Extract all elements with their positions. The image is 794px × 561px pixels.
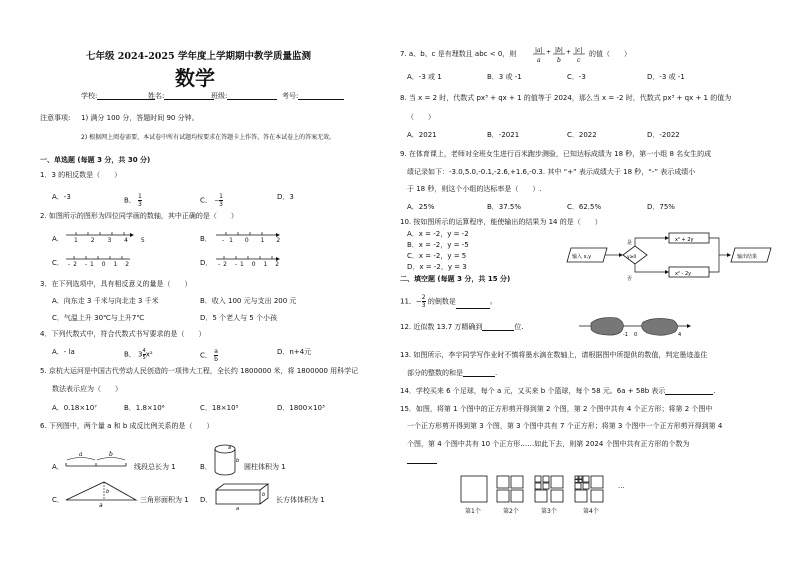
q7-option-d: D．-3 或 -1 (647, 73, 685, 81)
notes-label: 注意事项: (40, 114, 71, 122)
field-school: 学校: (81, 92, 155, 100)
section2-heading: 二、填空题 (每题 3 分，共 15 分) (400, 275, 511, 283)
q5-option-a: A．0.18×10⁷ (52, 404, 97, 412)
ink-number-line (577, 314, 693, 340)
q9-option-b: B．37.5% (487, 203, 522, 211)
axis-labels-a: 1 2 3 4 5 (74, 237, 151, 244)
q6-b-caption: 圆柱体积为 1 (244, 463, 286, 471)
flow-output: 输出结果 (737, 254, 758, 260)
q10-option-a: A．x = -2，y = -2 (407, 230, 469, 238)
q5-option-d: D．1800×10³ (277, 404, 325, 412)
axis-labels-d: -2 -1 0 1 2 (218, 261, 283, 268)
svg-text:+: + (546, 49, 552, 56)
flow-top-box: x² + 2y (675, 237, 694, 243)
q5-option-b: B．1.8×10⁶ (124, 404, 165, 412)
q8-option-c: C．2022 (567, 131, 597, 139)
q15-dots: ··· (618, 484, 625, 492)
q3-option-a: A．向东走 3 千米与向北走 3 千米 (52, 297, 159, 305)
q12-four: 4 (678, 332, 682, 338)
q8-stem-2: （ ） (407, 113, 435, 121)
q5-stem-2: 数法表示应为（ ） (52, 385, 122, 393)
q15-label-1: 第1个 (465, 508, 481, 515)
q7-option-c: C．-3 (567, 73, 586, 81)
q2-option-b: B． (200, 235, 212, 243)
square-figures (459, 474, 639, 504)
q4-stem: 4．下列代数式中，符合代数式书写要求的是（ ） (40, 330, 206, 338)
q7-option-a: A．-3 或 1 (407, 73, 442, 81)
triangle-figure (64, 476, 140, 508)
svg-text:a: a (79, 451, 83, 458)
q3-option-d: D．5 个老人与 5 个小孩 (200, 314, 277, 322)
q15-label-4: 第4个 (583, 508, 599, 515)
q9-stem-2: 绩记录如下：-3.0,5.0,-0.1,-2.6,+1.6,-0.3. 其中 “+” 表示成绩大于 18 秒，“-” 表示成绩小 (407, 168, 696, 176)
axis-labels-b: -1 0 1 2 (222, 237, 286, 244)
q7-stem: 7. a、b、c 是有理数且 abc < 0，则 (400, 50, 517, 58)
svg-text:|c|: |c| (575, 47, 583, 54)
q13-stem: 13. 如图所示，李宇同学写作业时不慎将墨水滴在数轴上，请根据图中所提供的数值，判定墨迹盖住 (400, 351, 708, 359)
q15-stem: 15．如图，将第 1 个图中的正方形剪开得到第 2 个图，第 2 个图中共有 4 个正方形；将第 2 个图中 (400, 405, 713, 413)
q6-option-a: A． (52, 463, 64, 471)
svg-text:b: b (109, 451, 113, 458)
subject-title: 数学 (175, 66, 215, 90)
right-column (397, 0, 794, 561)
q8-option-d: D．-2022 (647, 131, 680, 139)
q12-minus-one: -1 (623, 332, 628, 338)
flow-bottom-box: x² - 2y (675, 271, 692, 277)
cylinder-figure (212, 443, 240, 477)
q4-option-d: D．n+4元 (277, 348, 312, 356)
q9-option-d: D．75% (647, 203, 675, 211)
q2-option-d: D． (200, 259, 213, 267)
q11-stem: 11．− 2 3 的倒数是 。 (400, 294, 497, 309)
q1-option-a: A．-3 (52, 193, 71, 201)
svg-text:c: c (577, 57, 581, 64)
flowchart (565, 232, 777, 282)
field-class: 班级: (211, 92, 277, 100)
q15-stem-2: 一个正方形剪开得到第 3 个图，第 3 个图中共有 7 个正方形；将第 3 个图中一个正方形剪开得到第 4 (407, 422, 723, 430)
q1-stem: 1．3 的相反数是（ ） (40, 171, 122, 179)
svg-text:a: a (228, 445, 232, 451)
note-1: 1) 满分 100 分，答题时间 90 分钟。 (81, 114, 199, 122)
q3-stem: 3．在下列选项中，具有相反意义的量是（ ） (40, 280, 192, 288)
cuboid-figure (212, 482, 274, 510)
q5-stem: 5. 京杭大运河是中国古代劳动人民创造的一项伟大工程，全长约 1800000 米，将 1800000 用科学记 (40, 367, 359, 375)
flow-input: 输入 x,y (572, 254, 592, 260)
q1-option-b: B． 1 3 (124, 193, 142, 208)
svg-text:b: b (236, 458, 240, 464)
q12-stem: 12. 近似数 13.7 万精确到 位. (400, 323, 524, 331)
svg-text:b: b (106, 489, 110, 495)
q6-stem: 6. 下列图中，两个量 a 和 b 成反比例关系的是（ ） (40, 422, 214, 430)
q4-option-b: B． 3 4 5x² (124, 348, 153, 361)
q5-option-c: C．18×10⁵ (200, 404, 239, 412)
flow-no: 否 (627, 276, 633, 282)
note-2: 2) 根据网上阅卷需要，本试卷中所有试题均按要求在答题卡上作答，答在本试卷上的答案无效。 (81, 134, 336, 141)
q4-option-c: C． a b (200, 348, 218, 363)
flow-yes: 是 (627, 240, 633, 246)
q15-stem-3: 个图，第 4 个图中共有 10 个正方形……如此下去，则第 2024 个图中共有正方形的个数为 (407, 440, 690, 448)
segment-figure (64, 452, 130, 472)
q3-option-c: C．气温上升 30℃与上升7℃ (52, 314, 145, 322)
svg-text:b: b (557, 57, 561, 64)
svg-text:|a|: |a| (535, 47, 543, 54)
q9-option-a: A．25% (407, 203, 435, 211)
q6-a-caption: 线段总长为 1 (134, 463, 176, 471)
q3-option-b: B．收入 100 元与支出 200 元 (200, 297, 297, 305)
q9-stem: 9. 在体育课上，老师对全班女生进行百米跑步测验，已知达标成绩为 18 秒，第一小组 8 名女生的成 (400, 150, 712, 158)
svg-text:|b|: |b| (555, 47, 563, 54)
q6-option-c: C． (52, 496, 64, 504)
q13-stem-2: 部分的整数的和是 . (407, 369, 498, 377)
exam-title: 七年级 2024-2025 学年度上学期期中教学质量监测 (86, 51, 311, 62)
section1-heading: 一、单选题 (每题 3 分，共 30 分) (40, 156, 151, 164)
svg-text:+: + (566, 49, 572, 56)
q15-label-2: 第2个 (503, 508, 519, 515)
q2-option-c: C． (52, 259, 64, 267)
q6-option-b: B． (200, 463, 212, 471)
q2-option-a: A． (52, 235, 64, 243)
svg-text:a: a (99, 502, 103, 509)
q9-option-c: C．62.5% (567, 203, 602, 211)
q6-c-caption: 三角形面积为 1 (140, 496, 189, 504)
q15-label-3: 第3个 (541, 508, 557, 515)
q1-option-c: C． − 1 3 (200, 193, 223, 208)
q8-option-a: A．2021 (407, 131, 437, 139)
q7-tail: 的值（ ） (589, 50, 631, 58)
q10-stem: 10. 按如图所示的运算程序，能使输出的结果为 14 的是（ ） (400, 218, 602, 226)
flow-cond: y≥0 (627, 255, 637, 260)
axis-labels-c: -2 -1 0 1 2 (68, 261, 133, 268)
q8-stem: 8. 当 x = 2 时，代数式 px³ + qx + 1 的值等于 2024，那么当 x = -2 时，代数式 px³ + qx + 1 的值为 (400, 94, 732, 102)
q1-option-d: D．3 (277, 193, 294, 201)
q7-expression (531, 44, 589, 66)
field-name: 姓名: (148, 92, 214, 100)
q6-option-d: D． (200, 496, 213, 504)
q6-d-caption: 长方体体积为 1 (276, 496, 325, 504)
svg-text:b: b (262, 492, 266, 498)
q9-stem-3: 于 18 秒，则这个小组的达标率是（ ）. (407, 185, 542, 193)
q8-option-b: B．-2021 (487, 131, 520, 139)
q7-option-b: B．3 或 -1 (487, 73, 522, 81)
q2-stem: 2. 如图所示的图形为四位同学画的数轴，其中正确的是（ ） (40, 212, 238, 220)
q10-option-c: C．x = -2，y = 5 (407, 252, 467, 260)
q10-option-d: D．x = -2，y = 3 (407, 263, 467, 271)
field-exam-no: 考号: (282, 92, 344, 100)
q10-option-b: B．x = -2，y = -5 (407, 241, 469, 249)
q14-stem: 14．学校买来 6 个足球，每个 a 元，又买来 b 个篮球，每个 58 元。6a + 58b 表示 . (400, 387, 716, 395)
q12-zero: 0 (634, 332, 638, 338)
q15-answer-blank (407, 456, 437, 464)
svg-text:a: a (537, 57, 541, 64)
q4-option-a: A．- la (52, 348, 75, 356)
svg-text:a: a (236, 506, 240, 512)
